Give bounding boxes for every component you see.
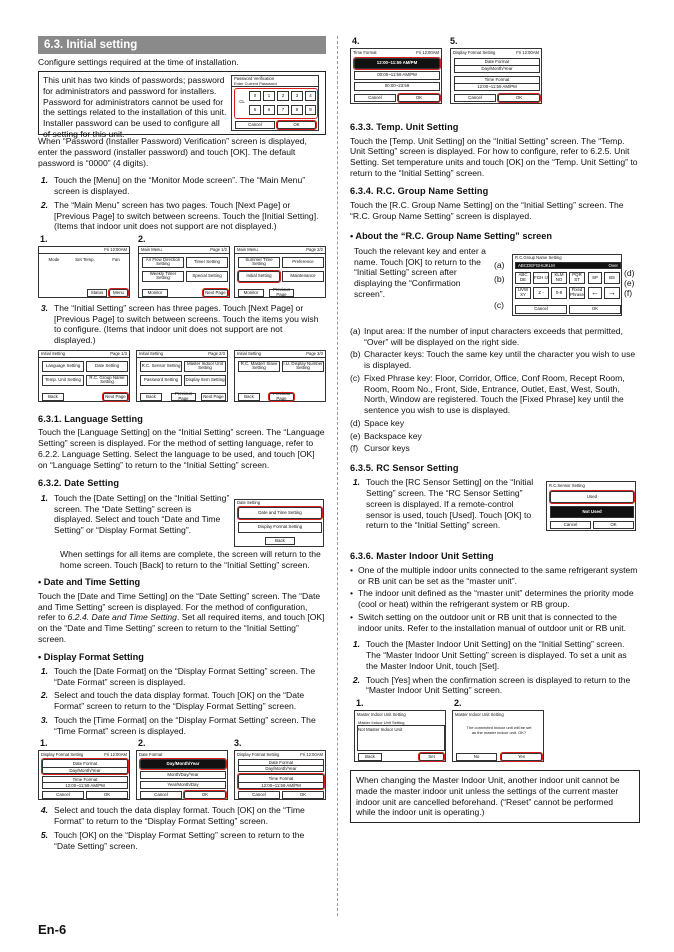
fixed-phrase-key[interactable]: Fixed Phrase (570, 287, 584, 297)
master-indoor-screen: Master Indoor Unit Setting Master Indoor Unit Setting Not Master Indoor Unit Back Set (354, 710, 446, 762)
date-time-text: Touch the [Date and Time Setting] on the “Date Setting” screen. The “Date and Time Setting” screen is displayed. For the method of configuration, refer to 6.2.4. Date and Time Setting. Set all required items, and touch [OK] on the “Date and Time Setting” screen to return to the “Initial Setting” screen. (38, 590, 325, 644)
master-indoor-button[interactable]: Master Indoor Unit Setting (184, 361, 226, 372)
miu-step-2: 2. Touch [Yes] when the confirmation screen is displayed to return to the “Master Indoor Unit Setting” screen. (352, 674, 631, 696)
display-format-setting-button[interactable]: Display Format Setting (238, 522, 322, 533)
12h-option[interactable]: 12:00~11:59 AM/PM (354, 58, 440, 69)
miu-step-1: 1. Touch the [Master Indoor Unit Setting] on the “Initial Setting” screen. The “Master Indoor Unit Setting” screen is displayed. To set a unit as the Master Indoor Unit, touch [Set]. (352, 639, 627, 671)
column-divider (337, 36, 338, 916)
key-3[interactable]: 3 (291, 91, 303, 101)
df-step-1: 1. Touch the [Date Format] on the “Display Format Setting” screen. The “Date Format” screen is displayed. (40, 666, 316, 687)
password-box-text: This unit has two kinds of passwords; password for administrators and password for installers. Password for administrators cannot be used for the settings related to the installation of this unit. Installer password can be used to configure all of setting for this unit. (43, 75, 227, 139)
back-button[interactable]: Back (358, 753, 382, 761)
key-abcde[interactable]: ABC DE (515, 272, 531, 284)
legend-e: (e) Backspace key (350, 430, 422, 441)
backspace-key[interactable]: BS (604, 272, 620, 284)
cancel-button[interactable]: Cancel (515, 305, 567, 314)
rcg-text: Touch the [R.C. Group Name Setting] on the “Initial Setting” screen. The “R.C. Group Name Setting” screen is displayed. (350, 199, 624, 221)
key-9[interactable]: 9 (305, 105, 316, 115)
24h-option[interactable]: 00:00~23:59 (354, 82, 440, 91)
key-1[interactable]: 1 (263, 91, 275, 101)
key-uvwxy[interactable]: UVW XY (515, 287, 531, 299)
monitor-button[interactable]: Monitor (238, 289, 264, 297)
initial-setting-page2: Initial Setting Page 2/3 R.C. Sensor Setting Master Indoor Unit Setting Password Setting Display Item Setting Back Previous Page Next Page (136, 350, 228, 402)
password-screen (231, 75, 319, 131)
master-indoor-confirm-screen: Master Indoor Unit Setting The connected indoor unit will be set as the master indoor unit. OK? No Yes (452, 710, 544, 762)
display-item-button[interactable]: Display Item Setting (184, 375, 226, 386)
about-title: • About the “R.C. Group Name Setting” screen (350, 231, 552, 242)
settemp-button[interactable]: Set Temp. (69, 256, 101, 265)
ok-button[interactable]: OK (569, 305, 621, 314)
cancel-button[interactable]: Cancel (235, 121, 275, 129)
key-0[interactable]: 0 (249, 91, 261, 101)
key-2[interactable]: 2 (277, 91, 289, 101)
temp-unit-button[interactable]: Temp. Unit Setting (42, 375, 84, 386)
main-menu-page2: Main Menu Page 2/2 Summer Time Setting Preference Initial Setting Maintenance Monitor Previous Page (234, 246, 326, 298)
df-step-2: 2. Select and touch the data display format. Touch [OK] on the “Date Format” screen to return to the “Display Format Setting” screen. (40, 690, 305, 712)
fig-label-2: 2. (138, 233, 146, 244)
rc-sensor-button[interactable]: R.C. Sensor Setting (140, 361, 182, 372)
about-text: Touch the relevant key and enter a name. Touch [OK] to return to the “Initial Setting” screen after displaying the “Confirmation screen”. (354, 245, 486, 299)
status-button[interactable]: Status (87, 289, 107, 297)
figure-time-format: 4. 5. Time Format Fri 12:00AM 12:00~11:59 AM/PM 00:00~11:59 AM/PM 00:00~23:59 Cancel OK Display Format Setting Fri 12:00AM Date Format Day/Month/Year Time Format 12:00~11:59 AM/PM Cancel OK (350, 36, 640, 106)
display-format-screen-1: Display Format Setting Fri 12:00AM Date Format Day/Month/Year Time Format 12:00~11:59 AM/PM Cancel OK (38, 750, 130, 800)
language-title: 6.3.1. Language Setting (38, 413, 143, 424)
cancel-button[interactable]: Cancel (354, 94, 396, 102)
section-intro: Configure settings required at the time of installation. (38, 57, 239, 68)
figure-master-indoor: 1. 2. Master Indoor Unit Setting Master Indoor Unit Setting Not Master Indoor Unit Back Set Master Indoor Unit Setting The connected indoor unit will be set as the master indoor unit. OK? No Yes (350, 698, 640, 764)
weekly-timer-button[interactable]: Weekly Timer Setting (142, 271, 184, 282)
miu-bullet-3: • Switch setting on the outdoor unit or RB unit that is connected to the indoor units. Refer to the installation manual of outdoor unit or RB unit. (350, 611, 626, 633)
key-7[interactable]: 7 (277, 105, 289, 115)
date-format-screen: Date Format Day/Month/Year Month/Day/Year Year/Month/Day Cancel OK (136, 750, 228, 800)
iu-display-number-button[interactable]: I.U. Display Number Setting (283, 360, 323, 371)
language-setting-button[interactable]: Language Setting (42, 361, 84, 372)
language-text: Touch the [Language Setting] on the “Initial Setting” screen. The “Language Setting” screen is displayed. For the method of setting language, refer to 6.2.2. Language Setting. Select the language to be used, and touch [OK] on “Language Setting” to return to the “Initial Setting” screen. (38, 427, 325, 470)
temp-title: 6.3.3. Temp. Unit Setting (350, 122, 459, 132)
previous-page-button[interactable]: Previous Page (269, 289, 294, 297)
monitor-button[interactable]: Monitor (142, 289, 168, 297)
master-indoor-note: When changing the Master Indoor Unit, another indoor unit cannot be made the master indoor unit unless the settings of the current master indoor unit are cancelled beforehand. (“Reset” cannot be performed while the indoor unit is operating.) (350, 770, 640, 823)
password-screen-title: Password Verification (234, 75, 275, 81)
figure-menu (38, 234, 326, 300)
special-button[interactable]: Special Setting (186, 271, 228, 282)
key-clear[interactable]: CL (237, 96, 247, 108)
legend-d: (d) Space key (350, 417, 405, 428)
date-title: 6.3.2. Date Setting (38, 478, 120, 489)
fig-label-1: 1. (40, 233, 48, 244)
df-step-5: 5. Touch [OK] on the “Display Format Setting” screen to return to the “Date Setting” screen. (40, 829, 305, 851)
cancel-button[interactable]: Cancel (550, 521, 591, 529)
time-format-screen: Time Format Fri 12:00AM 12:00~11:59 AM/PM 00:00~11:59 AM/PM 00:00~23:59 Cancel OK (350, 48, 442, 104)
initial-setting-button[interactable]: Initial Setting (238, 271, 280, 282)
mode-button[interactable]: Mode (42, 256, 66, 265)
main-menu-page1: Main Menu Page 1/2 Air Flow Direction Setting Timer Setting Weekly Timer Setting Special Setting Monitor Next Page (138, 246, 230, 298)
rc-group-name-screen: R.C.Group Name Setting ABCDEFGHIJKLM Over ABC DE FGH IJ KLM NO PQR ST SP BS UVW XY Z - 0-9 Fixed Phrase ← → Cancel OK (512, 254, 622, 316)
display-format-screen-3: Display Format Setting Fri 12:00AM Date Format Day/Month/Year Time Format 12:00~11:59 AM/PM Cancel OK (234, 750, 326, 800)
next-page-button[interactable]: Next Page (203, 289, 228, 297)
about-legend (350, 326, 640, 454)
key-klmno[interactable]: KLM NO (551, 272, 567, 284)
miu-bullet-1: • One of the multiple indoor units connected to the same refrigerant system or RB unit can be set as the “master unit”. (350, 564, 638, 586)
df-step-3: 3. Touch the [Time Format] on the “Display Format Setting” screen. The “Time Format” screen is displayed. (40, 714, 316, 736)
step-3: 3. The “Initial Setting” screen has three pages. Touch [Next Page] or [Previous Page] to switch between screens. Touch the items you wish to configure. (Items that indoor unit does not support are not displayed.) (40, 302, 319, 346)
rc-master-slave-button[interactable]: R.C. Master/ Slave Setting (238, 361, 280, 372)
ok-button[interactable]: OK (86, 791, 128, 799)
rcg-title: 6.3.4. R.C. Group Name Setting (350, 186, 489, 197)
section-title: 6.3. Initial setting (38, 36, 326, 54)
cancel-button[interactable]: Cancel (42, 791, 84, 799)
set-button[interactable]: Set (419, 753, 444, 761)
cancel-button[interactable]: Cancel (454, 94, 496, 102)
monitor-screen: Fri 12:00AM Mode Set Temp. Fan Status Menu (38, 246, 130, 298)
year-month-day-option[interactable]: Year/Month/Day (140, 781, 226, 789)
back-button[interactable]: Back (140, 393, 162, 401)
ok-button[interactable]: OK (593, 521, 634, 529)
next-page-button[interactable]: Next Page (103, 393, 128, 401)
initial-setting-page1: Initial Setting Page 1/3 Language Setting Date Setting Temp. Unit Setting R.C. Group Name Setting Back Next Page (38, 350, 130, 402)
df-step-4: 4. Select and touch the data display format. Touch [OK] on the “Time Format” to return to the “Display Format Setting” screen. (40, 805, 305, 827)
cancel-button[interactable]: Cancel (238, 791, 280, 799)
rcs-step-1: 1. Touch the [RC Sensor Setting] on the “Initial Setting” screen. The “RC Sensor Setting” screen is displayed. If a remote-control sensor is used, touch [Used]. Touch [OK] to return to the “Initial Setting” screen. (352, 477, 534, 531)
step-2: 2. The “Main Menu” screen has two pages. Touch [Next Page] or [Previous Page] to switch between screens. Touch the [Initial Setting]. (Items that indoor unit does not support are not displayed.) (40, 199, 319, 232)
timer-button[interactable]: Timer Setting (186, 257, 228, 268)
rcs-title: 6.3.5. RC Sensor Setting (350, 462, 459, 473)
ok-button[interactable]: OK (277, 121, 316, 129)
ok-button[interactable]: OK (498, 94, 540, 102)
legend-c: (c) Fixed Phrase key: Floor, Corridor, Office, Conf Room, Recept Room, Room, Room No., Front, Side, Entrance, Outlet, East, West, South, North, Window are registered. Touch the [Fixed Phrase] key until the sentence you wish to use is displayed. (350, 372, 625, 416)
password-box (38, 71, 326, 139)
ok-button[interactable]: OK (398, 94, 440, 102)
key-4[interactable]: 4 (305, 91, 316, 101)
previous-page-button[interactable]: Previous Page (269, 393, 294, 401)
not-used-option[interactable]: Not Used (550, 506, 634, 518)
yes-button[interactable]: Yes (501, 753, 542, 761)
cursor-left-key[interactable]: ← (588, 287, 602, 299)
display-format-screen-5: Display Format Setting Fri 12:00AM Date Format Day/Month/Year Time Format 12:00~11:59 AM/PM Cancel OK (450, 48, 542, 104)
key-z[interactable]: Z - (533, 287, 549, 299)
maintenance-button[interactable]: Maintenance (282, 271, 324, 282)
figure-display-format: 1. 2. 3. Display Format Setting Fri 12:00AM Date Format Day/Month/Year Time Format 12:00~11:59 AM/PM Cancel OK Date Format Day/Month/Year Month/Day/Year Year/Month/Day Cancel OK Display Format Setting Fri 12:00AM Date Format Day/Month/Year Time Format 12:00~11:59 AM/PM Cancel OK (38, 738, 326, 802)
legend-f: (f) Cursor keys (350, 443, 410, 454)
no-button[interactable]: No (456, 753, 497, 761)
key-fghij[interactable]: FGH IJ (533, 272, 549, 284)
key-5[interactable]: 5 (249, 105, 261, 115)
password-screen-subtitle: Enter Current Password (232, 81, 318, 87)
date-note: When settings for all items are complete, the screen will return to the home screen. Touch [Back] to return to the “Initial Setting” screen. (60, 548, 321, 570)
figure-initial-setting (38, 348, 326, 406)
password-note: When “Password (Installer Password) Verification” screen is displayed, enter the password (installer password) and touch [OK]. The default password is “0000” (4 digits). (38, 136, 307, 168)
month-day-year-option[interactable]: Month/Day/Year (140, 771, 226, 779)
date-step-block (38, 493, 326, 549)
back-button[interactable]: Back (265, 537, 295, 545)
ok-button[interactable]: OK (282, 791, 324, 799)
cancel-button[interactable]: Cancel (140, 791, 182, 799)
back-button[interactable]: Back (238, 393, 260, 401)
air-flow-button[interactable]: Air Flow Direction Setting (142, 257, 184, 268)
date-time-title: • Date and Time Setting (38, 577, 141, 588)
date-step-1: 1. Touch the [Date Setting] on the “Initial Setting” screen. The “Date Setting” screen is displayed. Select and touch “Date and Time Setting” or “Display Format Setting”. (40, 492, 230, 536)
password-setting-button[interactable]: Password Setting (140, 375, 182, 386)
cursor-right-key[interactable]: → (604, 287, 620, 299)
legend-a: (a) Input area: If the number of input characters exceeds that permitted, “Over” will be displayed on the right side. (350, 325, 623, 347)
rc-group-name-button[interactable]: R.C. Group Name Setting (86, 375, 128, 386)
right-column (350, 36, 640, 823)
key-6[interactable]: 6 (263, 105, 275, 115)
miu-title: 6.3.6. Master Indoor Unit Setting (350, 551, 494, 562)
master-list-box (357, 725, 445, 751)
left-column (38, 36, 326, 853)
menu-button[interactable]: Menu (109, 289, 128, 297)
used-option[interactable]: Used (550, 491, 634, 503)
day-month-year-option[interactable]: Day/Month/Year (140, 759, 226, 769)
date-setting-screen: Date Setting Date and Time Setting Display Format Setting Back (234, 499, 324, 547)
key-8[interactable]: 8 (291, 105, 303, 115)
summer-time-button[interactable]: Summer Time Setting (238, 257, 280, 268)
previous-page-button[interactable]: Previous Page (171, 393, 196, 401)
rc-sensor-screen: R.C.Sensor Setting Used Not Used Cancel OK (546, 481, 636, 531)
rcs-block (350, 477, 640, 543)
miu-bullet-2: • The indoor unit defined as the “master unit” determines the priority mode (cool or heat) within the refrigerant system or RB group. (350, 588, 634, 610)
ok-button[interactable]: OK (184, 791, 226, 799)
key-digits[interactable]: 0-9 (551, 287, 567, 299)
preference-button[interactable]: Preference (282, 257, 324, 268)
confirm-message: The connected indoor unit will be set as the master indoor unit. OK? (466, 725, 532, 736)
back-button[interactable]: Back (42, 393, 64, 401)
page-number: En-6 (38, 922, 67, 937)
display-format-title: • Display Format Setting (38, 651, 144, 662)
name-input[interactable]: ABCDEFGHIJKLM Over (515, 262, 621, 269)
fan-button[interactable]: Fan (104, 256, 128, 265)
12h-zero-option[interactable]: 00:00~11:59 AM/PM (354, 71, 440, 80)
initial-setting-page3: Initial Setting Page 3/3 R.C. Master/ Slave Setting I.U. Display Number Setting Back Previous Page (234, 350, 326, 402)
temp-text: Touch the [Temp. Unit Setting] on the “Initial Setting” screen. The “Temp. Unit Setting” screen is displayed. For how to configure, refer to 6.2.5. Unit Setting. Set temperature units and touch [OK] on the “Temp. Unit Setting” to return to the “Initial Setting” screen. (350, 135, 638, 178)
date-setting-button[interactable]: Date Setting (86, 361, 128, 372)
date-time-setting-button[interactable]: Date and Time Setting (238, 507, 322, 519)
step-1: 1. Touch the [Menu] on the “Monitor Mode screen”. The “Main Menu” screen is displayed. (40, 175, 306, 197)
space-key[interactable]: SP (588, 272, 602, 284)
about-block: Touch the relevant key and enter a name. Touch [OK] to return to the “Initial Setting” screen after displaying the “Confirmation screen”. (a) (b) (c) (d) (e) (f) R.C.Group Name Setting ABCDEFGHIJKLM Over ABC DE FGH IJ KLM NO PQR ST SP BS UVW XY Z - 0-9 Fixed Phrase ← → Cancel OK (350, 246, 640, 318)
next-page-button[interactable]: Next Page (201, 393, 226, 401)
legend-b: (b) Character keys: Touch the same key until the character you wish to use is displayed. (350, 349, 636, 371)
key-pqrst[interactable]: PQR ST (569, 272, 585, 284)
